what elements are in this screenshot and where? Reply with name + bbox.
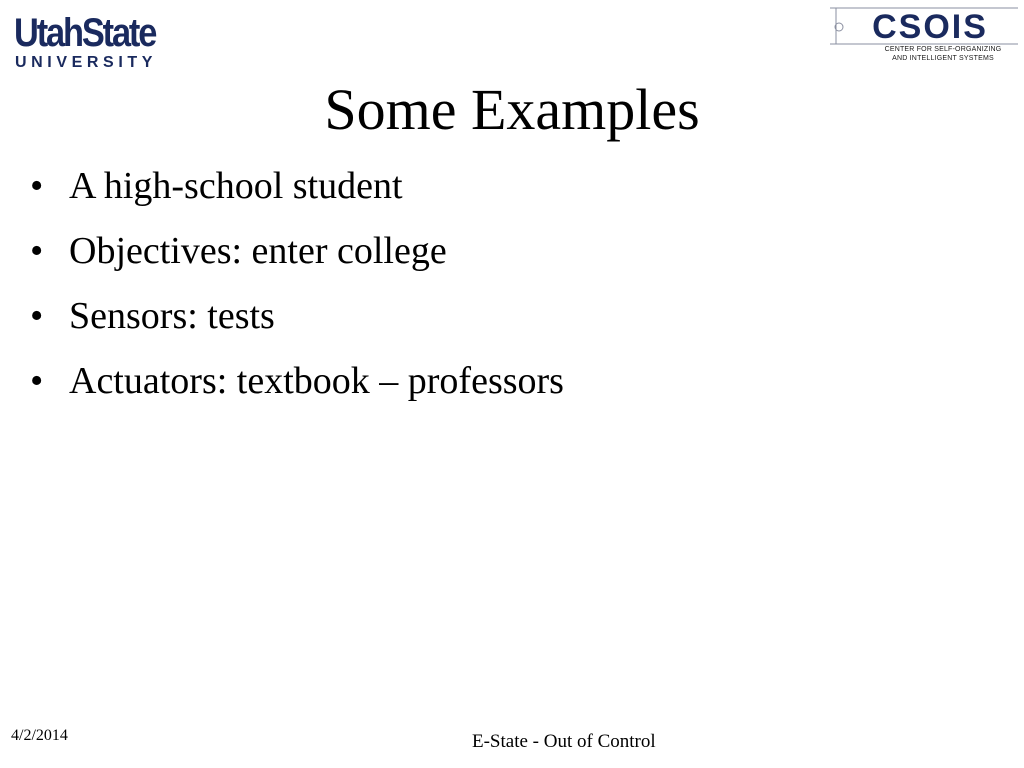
bullet-text: Actuators: textbook – professors bbox=[69, 360, 564, 402]
bullet-icon: • bbox=[30, 295, 44, 337]
bullet-icon: • bbox=[30, 360, 44, 402]
bullet-item bbox=[30, 287, 564, 352]
csois-logo-graphic bbox=[830, 5, 1018, 47]
csois-wordmark: CSOIS bbox=[872, 8, 988, 46]
bullet-text: Sensors: tests bbox=[69, 295, 275, 337]
csois-subtitle-line1: CENTER FOR SELF-ORGANIZING bbox=[884, 46, 1002, 53]
bullet-text: A high-school student bbox=[69, 165, 403, 207]
csois-subtitle bbox=[868, 45, 1018, 63]
university-wordmark: UNIVERSITY bbox=[15, 54, 158, 71]
slide-title: Some Examples bbox=[324, 77, 700, 142]
utah-state-university-logo bbox=[14, 10, 200, 72]
bullet-icon: • bbox=[30, 230, 44, 272]
bullet-item bbox=[30, 222, 564, 287]
csois-subtitle-line2: AND INTELLIGENT SYSTEMS bbox=[892, 55, 994, 62]
bullet-item bbox=[30, 352, 564, 417]
bullet-text: Objectives: enter college bbox=[69, 230, 447, 272]
utah-state-wordmark: UtahState bbox=[14, 11, 156, 55]
bullet-list bbox=[30, 157, 564, 417]
footer-date: 4/2/2014 bbox=[11, 727, 68, 744]
bullet-item bbox=[30, 157, 564, 222]
bullet-icon: • bbox=[30, 165, 44, 207]
csois-logo bbox=[830, 5, 1018, 65]
footer-title: E-State - Out of Control bbox=[472, 731, 656, 752]
